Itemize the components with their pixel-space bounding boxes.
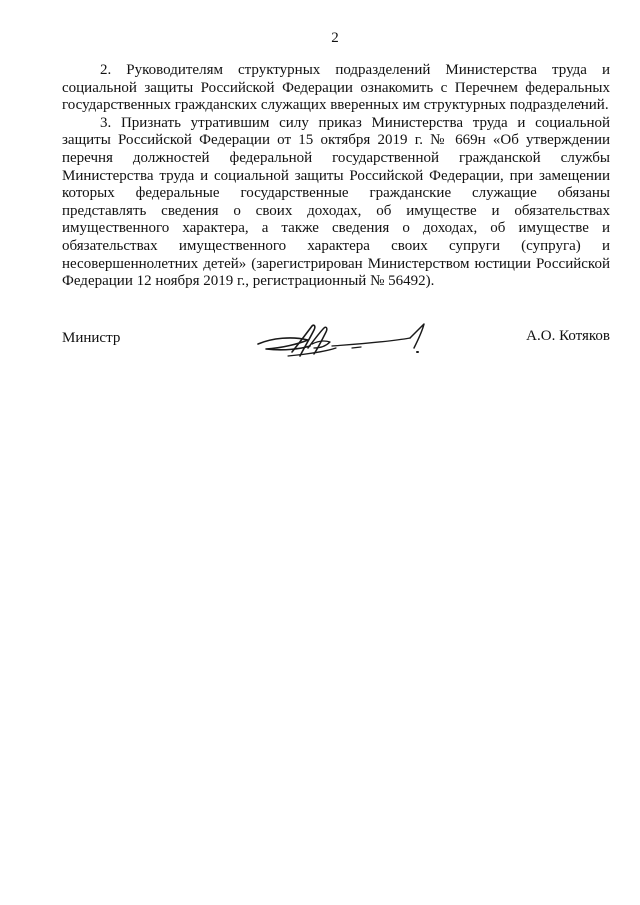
paragraph-2: 2. Руководителям структурных подразделений Министерства труда и социальной защиты Российской Федерации ознакомить с Перечнем федеральных государственных гражданских служащих вверенных им структурных подразделений. <box>62 62 610 114</box>
page-number: 2 <box>331 30 339 46</box>
paragraph-3: 3. Признать утратившим силу приказ Министерства труда и социальной защиты Российской Федерации от 15 октября 2019 г. № 669н «Об утверждении перечня должностей федеральной государственной гражданской службы Министерства труда и социальной защиты Российской Федерации, при замещении которых федеральные государственные гражданские служащие обязаны представлять сведения о своих доходах, об имуществе и обязательствах имущественного характера, а также сведения о доходах, об имуществе и обязательствах имущественного характера своих супруги (супруга) и несовершеннолетних детей» (зарегистрирован Министерством юстиции Российской Федерации 12 ноября 2019 г., регистрационный № 56492). <box>62 114 610 290</box>
handwritten-signature <box>248 318 428 364</box>
signatory-role: Министр <box>62 330 121 346</box>
signatory-name: А.О. Котяков <box>526 328 610 344</box>
signature-block <box>62 318 610 368</box>
document-body <box>62 62 610 291</box>
